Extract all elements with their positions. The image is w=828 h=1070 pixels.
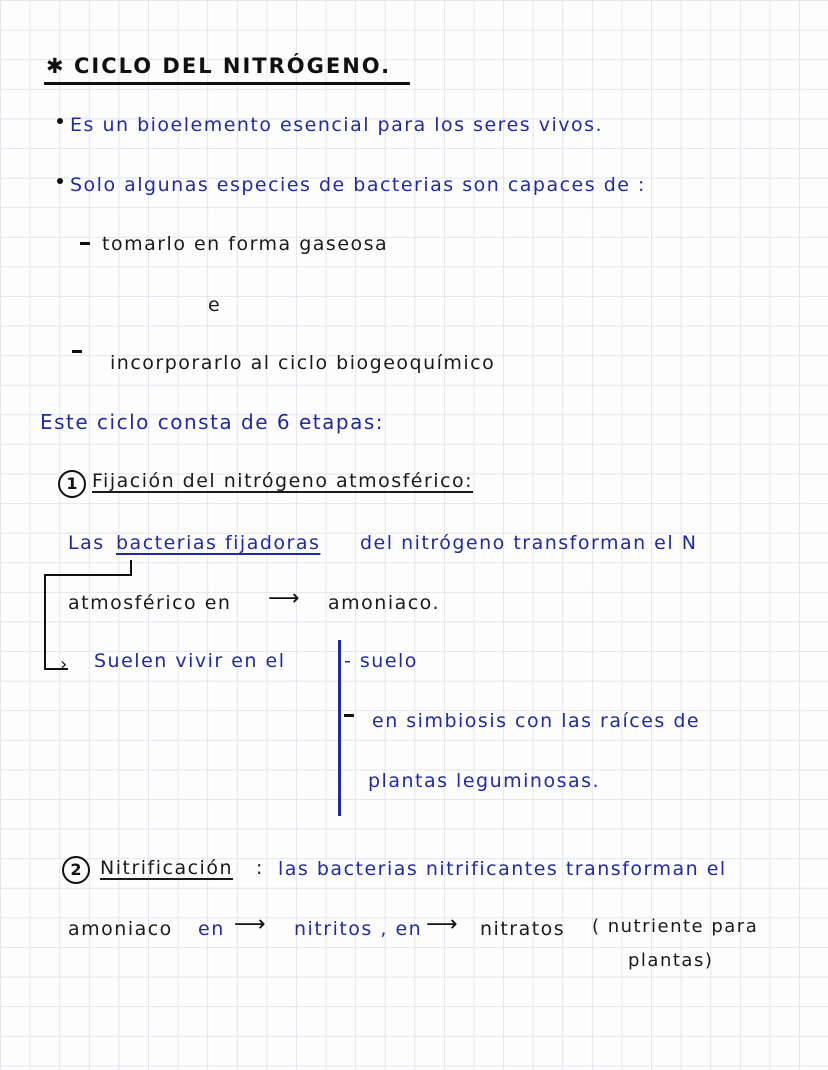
stage-1-line2: atmosférico en [68,592,232,614]
stage-1-number: 1 [58,470,86,498]
stage-1-line1-c: del nitrógeno transforman el N [360,532,698,554]
stage-1-result: amoniaco. [328,592,441,614]
dash-3 [344,714,354,717]
title-underline [44,82,410,85]
arrow-head-icon: › [60,654,68,675]
bullet-2: Solo algunas especies de bacterias son capaces de : [70,174,646,196]
arrow-right-icon: ⟶ [234,912,266,937]
stage-1-habitat-1: - suelo [344,650,418,672]
bracket-top [44,574,132,576]
stage-1-habitat-2: en simbiosis con las raíces de [372,710,701,732]
stages-intro: Este ciclo consta de 6 etapas: [40,410,384,434]
dash-2 [72,350,82,353]
arrow-right-icon: ⟶ [426,912,458,937]
stage-1-heading: Fijación del nitrógeno atmosférico: [92,470,474,492]
title-star-icon: ✱ [46,54,66,78]
bullet-dot-icon [57,118,63,124]
arrow-right-icon: ⟶ [268,586,300,611]
dash-1 [80,242,90,245]
stage-1-habitat-3: plantas leguminosas. [368,770,601,792]
bullet-dot-icon [57,178,63,184]
dash-item-2: incorporarlo al ciclo biogeoquímico [110,352,496,374]
stage-2-line2-a: amoniaco [68,918,173,940]
page-title: CICLO DEL NITRÓGENO. [74,54,392,78]
stage-1-habitat-lead: Suelen vivir en el [94,650,286,672]
bracket-side [44,574,46,670]
connector-e: e [208,294,222,316]
stage-2-line2-c: nitritos , en [294,918,423,940]
stage-1-line1-a: Las [68,532,105,554]
stage-2-note-2: plantas) [628,950,714,971]
habitat-divider [338,640,341,816]
stage-2-heading: Nitrificación [100,857,233,879]
bullet-1: Es un bioelemento esencial para los seres vivos. [70,114,604,136]
dash-item-1: tomarlo en forma gaseosa [102,233,389,255]
stage-2-line2-b: en [198,918,225,940]
stage-2-number: 2 [62,856,90,884]
stage-2-note-1: ( nutriente para [592,916,759,937]
stage-2-desc: las bacterias nitrificantes transforman el [278,858,727,880]
stage-2-colon: : [256,857,264,879]
stage-2-line2-d: nitratos [480,918,566,940]
stage-1-line1-b: bacterias fijadoras [116,532,321,554]
